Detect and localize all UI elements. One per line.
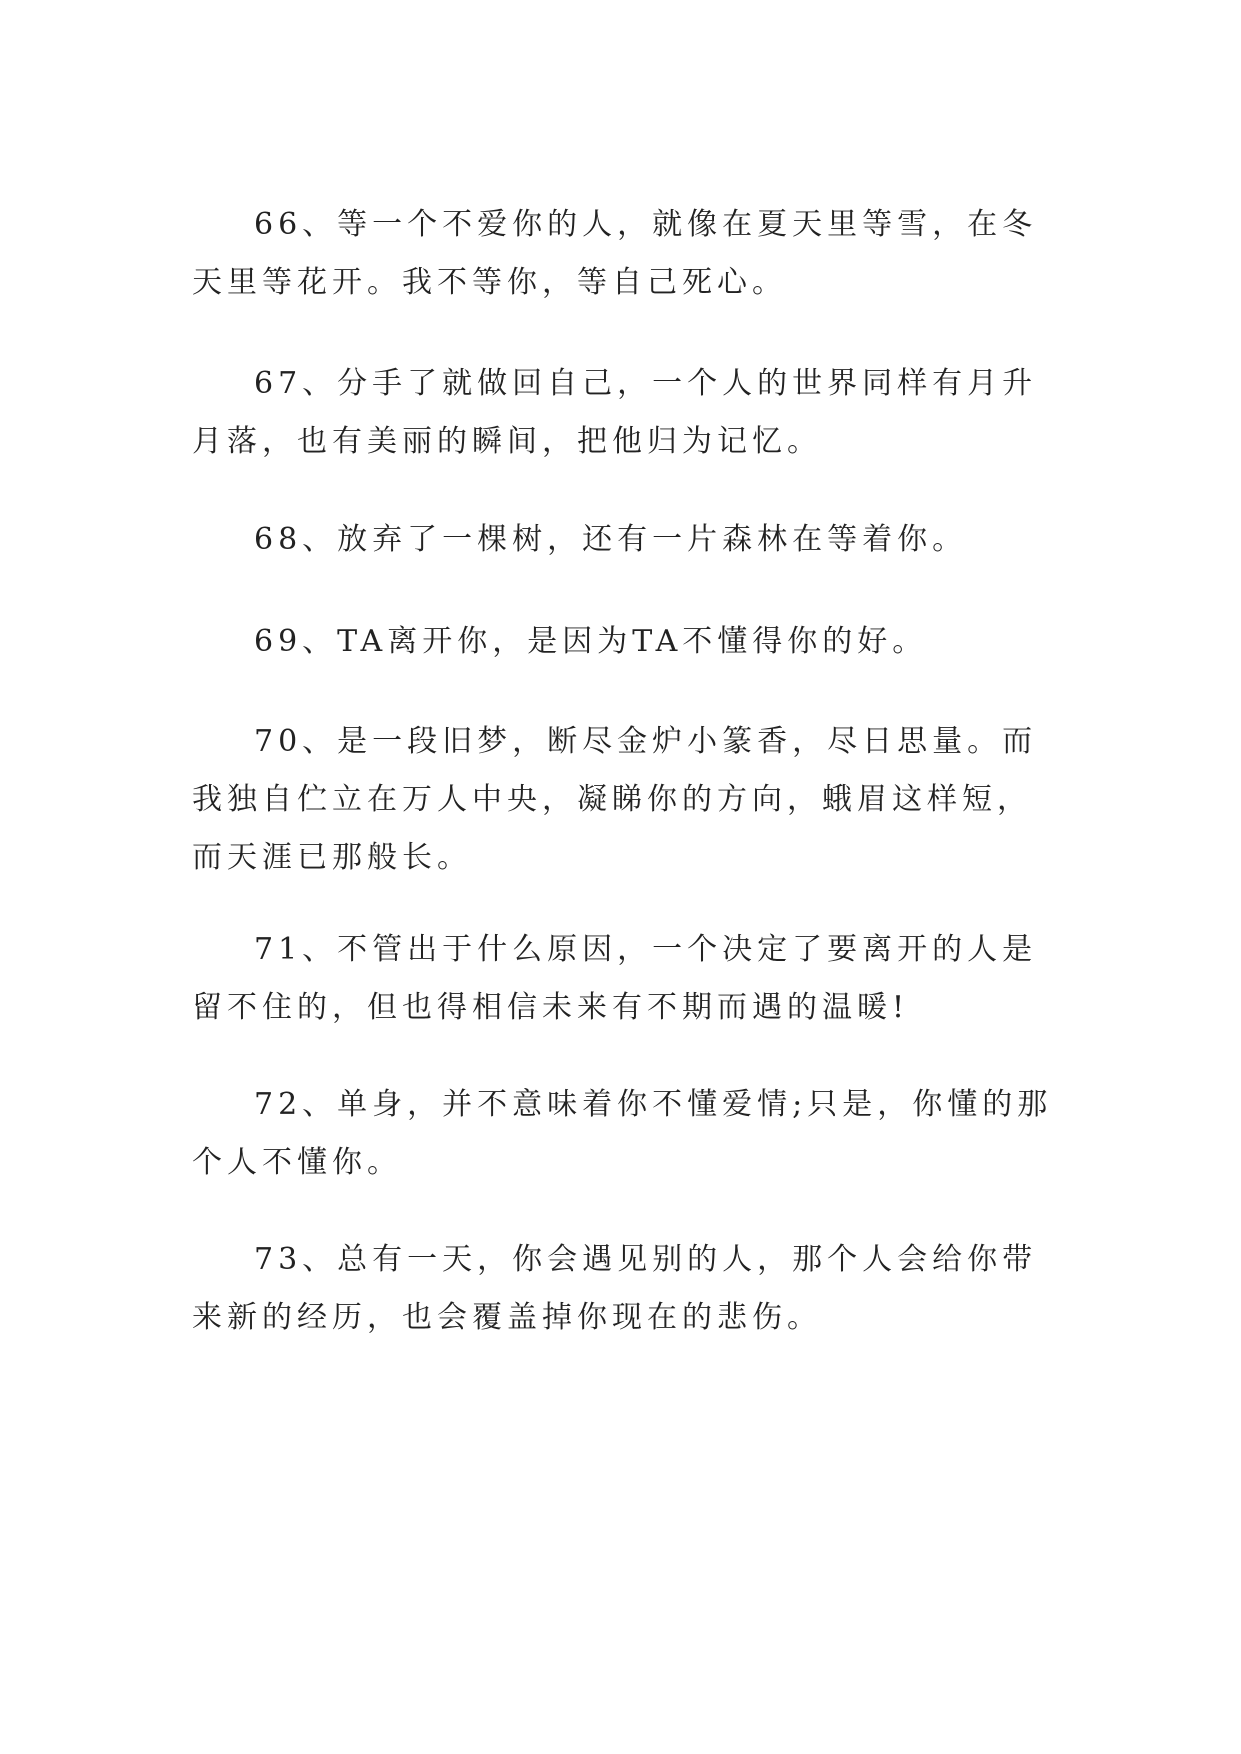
paragraph-71: 71、不管出于什么原因，一个决定了要离开的人是留不住的，但也得相信未来有不期而遇的温暖!	[192, 932, 1038, 1025]
paragraph-70: 70、是一段旧梦，断尽金炉小篆香，尽日思量。而我独自伫立在万人中央，凝睇你的方向，蛾眉这样短，而天涯已那般长。	[192, 724, 1038, 875]
paragraph-73: 73、总有一天，你会遇见别的人，那个人会给你带来新的经历，也会覆盖掉你现在的悲伤。	[192, 1242, 1038, 1335]
paragraph-66: 66、等一个不爱你的人，就像在夏天里等雪，在冬天里等花开。我不等你，等自己死心。	[192, 207, 1038, 300]
paragraph-67: 67、分手了就做回自己，一个人的世界同样有月升月落，也有美丽的瞬间，把他归为记忆。	[192, 366, 1038, 459]
paragraph-72: 72、单身，并不意味着你不懂爱情;只是，你懂的那个人不懂你。	[192, 1087, 1053, 1180]
paragraph-68: 68、放弃了一棵树，还有一片森林在等着你。	[254, 522, 968, 557]
paragraph-69: 69、TA离开你，是因为TA不懂得你的好。	[254, 624, 928, 659]
